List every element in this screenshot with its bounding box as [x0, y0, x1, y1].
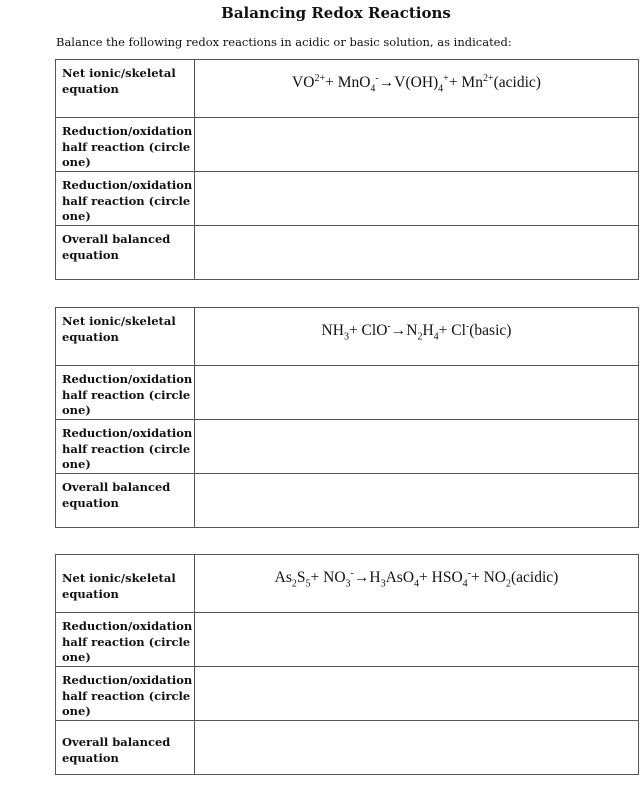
- overall-balanced-label: Overall balanced equation: [56, 721, 195, 775]
- answer-field[interactable]: [195, 226, 639, 280]
- answer-field[interactable]: [195, 172, 639, 226]
- answer-field[interactable]: [195, 667, 639, 721]
- net-ionic-label: Net ionic/skeletal equation: [56, 308, 195, 366]
- answer-field[interactable]: [195, 613, 639, 667]
- problem-2-table: [55, 307, 639, 528]
- worksheet-title: Balancing Redox Reactions: [221, 4, 451, 22]
- net-ionic-label: Net ionic/skeletal equation: [56, 555, 195, 613]
- net-ionic-equation: $NH_3+ ClO^-\to N_2H_4+$ Cl-(basic): [195, 308, 639, 366]
- instructions: Balance the following redox reactions in acidic or basic solution, as indicated:: [56, 35, 512, 49]
- half-reaction-label: Reduction/oxidation half reaction (circle one): [56, 172, 195, 226]
- arrow-icon: →: [353, 569, 370, 587]
- overall-balanced-label: Overall balanced equation: [56, 474, 195, 528]
- answer-field[interactable]: [195, 118, 639, 172]
- problem-1-table: [55, 59, 639, 280]
- answer-field[interactable]: [195, 474, 639, 528]
- problem-3-table: [55, 554, 639, 775]
- half-reaction-label: Reduction/oxidation half reaction (circle one): [56, 667, 195, 721]
- answer-field[interactable]: [195, 721, 639, 775]
- net-ionic-equation: $VO^{2+}+ MnO_4^-\to V(OH)_4^++$ $Mn^{2+}(acidic)$: [195, 60, 639, 118]
- half-reaction-label: Reduction/oxidation half reaction (circle one): [56, 366, 195, 420]
- arrow-icon: →: [378, 74, 395, 92]
- half-reaction-label: Reduction/oxidation half reaction (circle one): [56, 420, 195, 474]
- net-ionic-equation: $As_2S_5+ NO_3^-\to H_3AsO_4+ HSO_4^-+$ $NO_2(acidic)$: [195, 555, 639, 613]
- half-reaction-label: Reduction/oxidation half reaction (circle one): [56, 613, 195, 667]
- arrow-icon: →: [390, 322, 407, 340]
- overall-balanced-label: Overall balanced equation: [56, 226, 195, 280]
- net-ionic-label: Net ionic/skeletal equation: [56, 60, 195, 118]
- answer-field[interactable]: [195, 366, 639, 420]
- half-reaction-label: Reduction/oxidation half reaction (circle one): [56, 118, 195, 172]
- answer-field[interactable]: [195, 420, 639, 474]
